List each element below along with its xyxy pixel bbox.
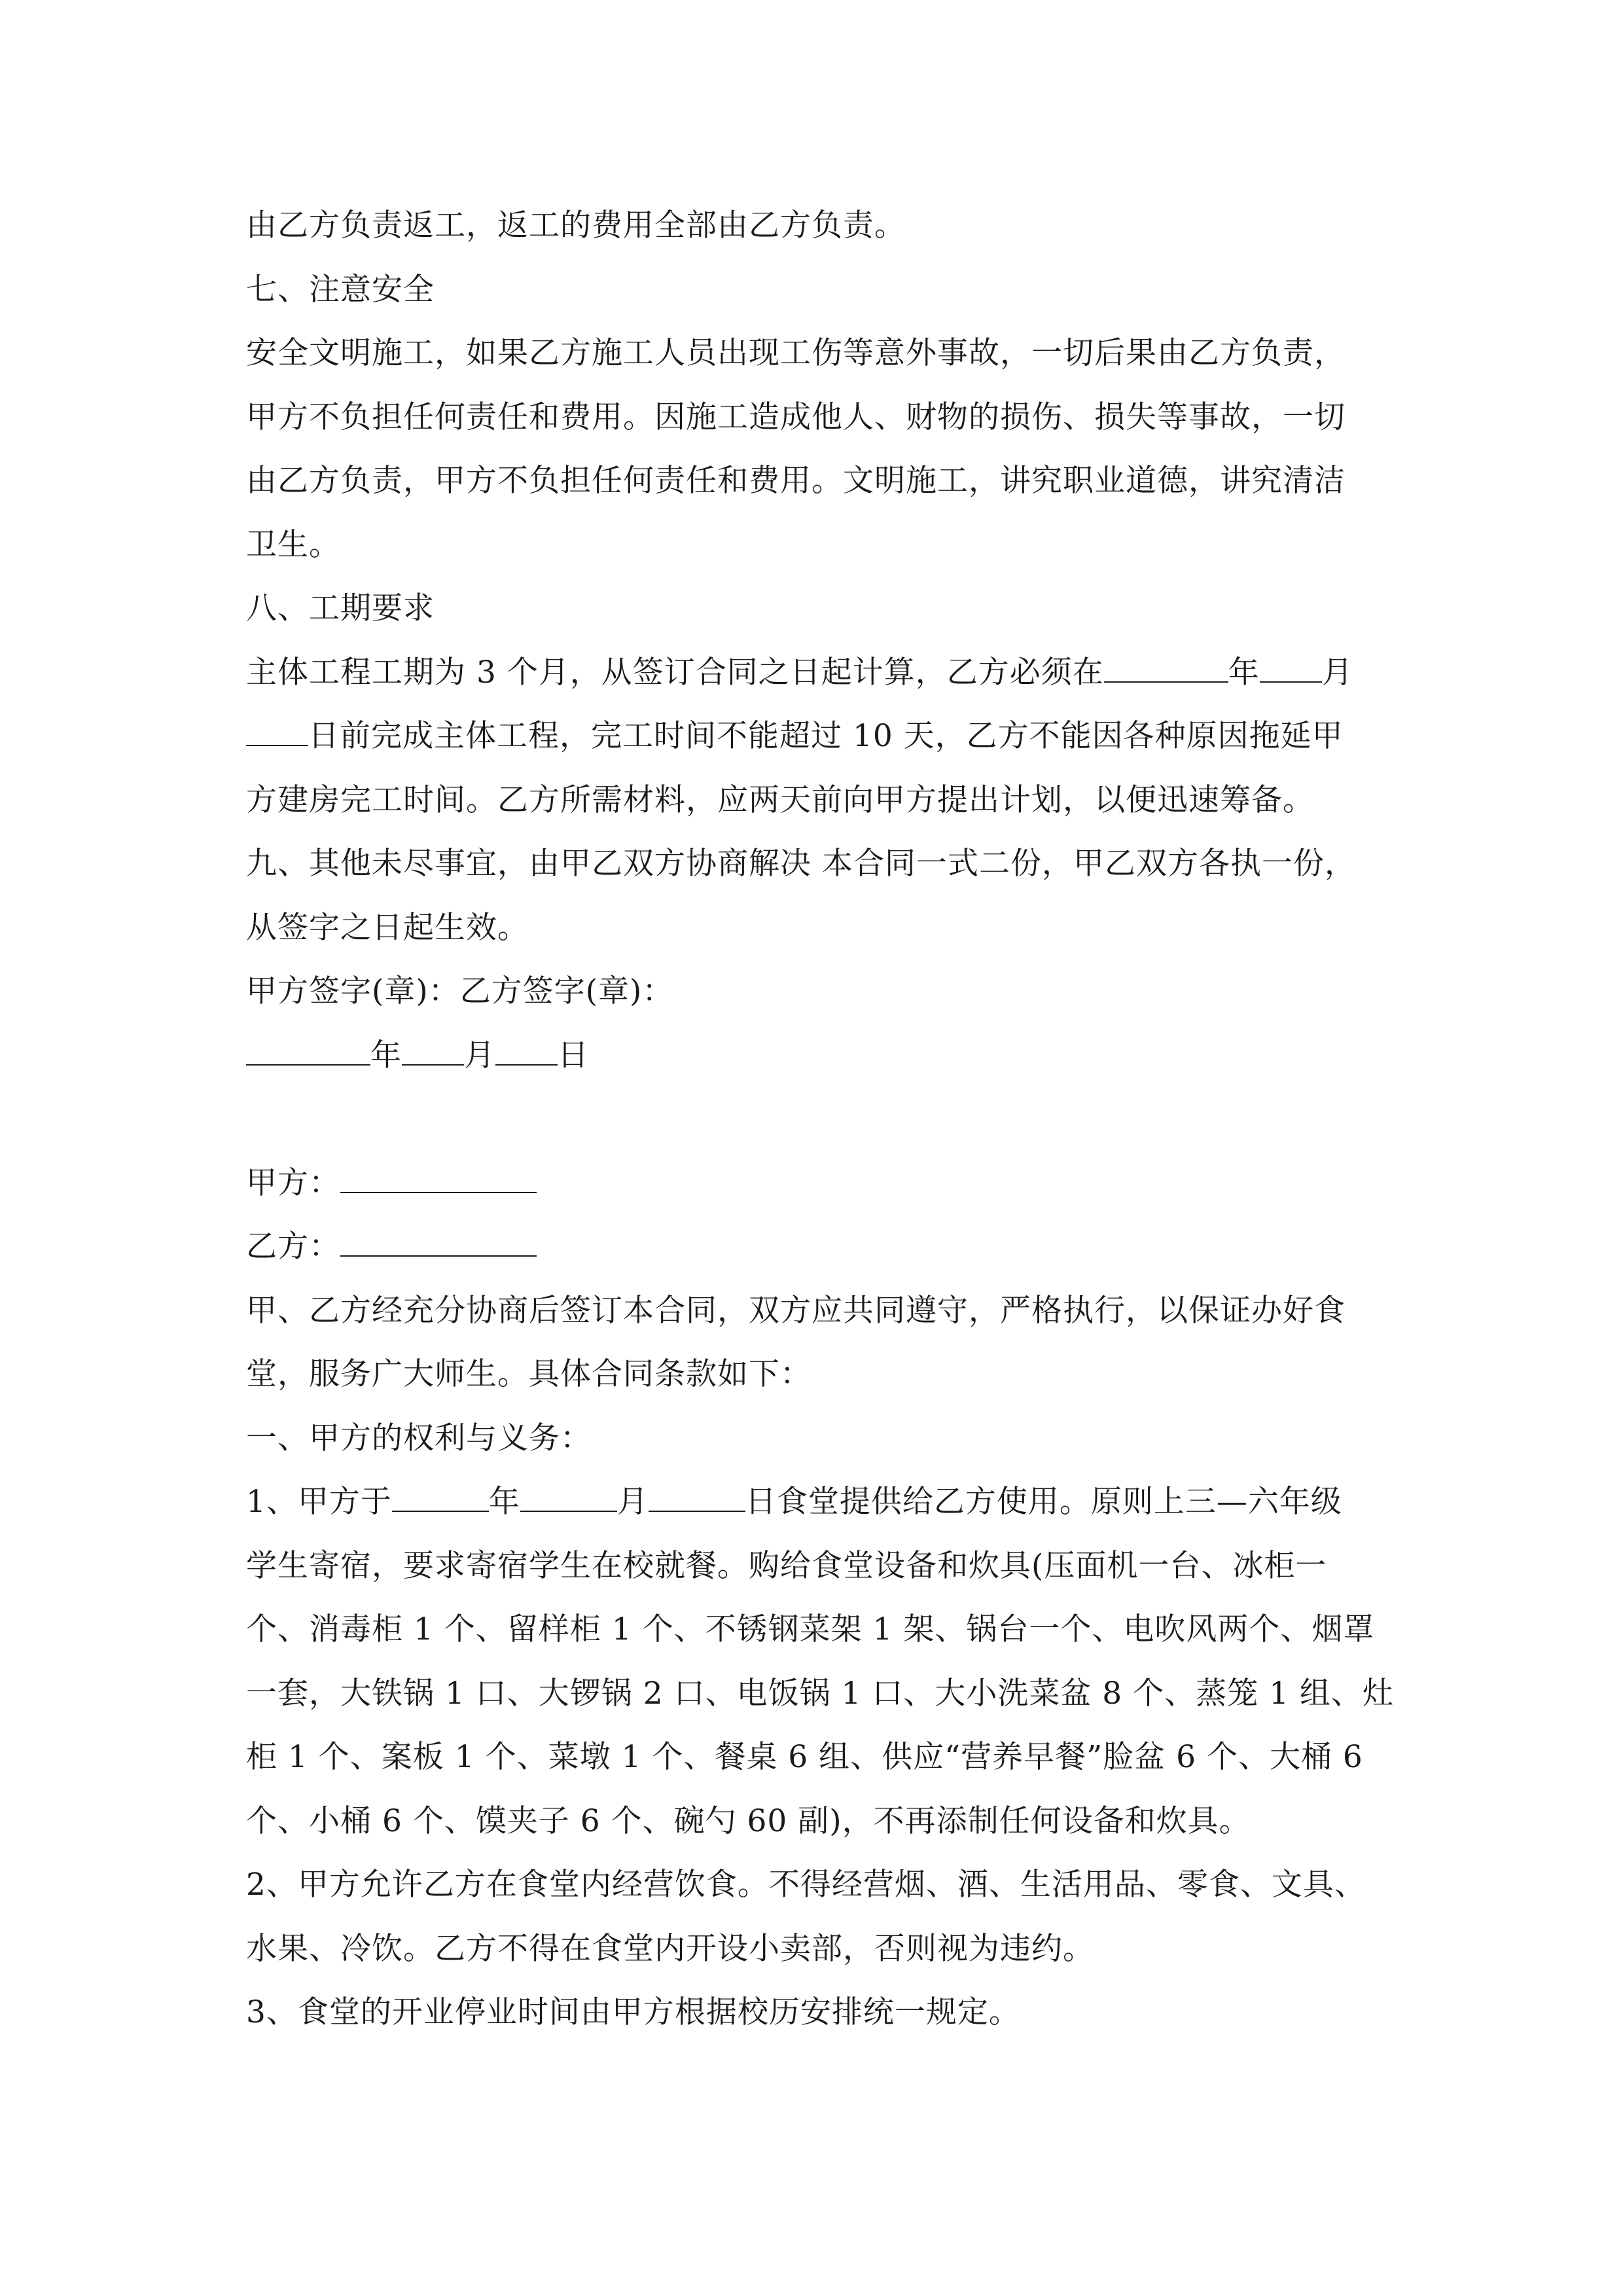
handover-month-blank[interactable] [520,1484,617,1512]
text-line: 甲、乙方经充分协商后签订本合同，双方应共同遵守，严格执行，以保证办好食 [246,1292,1346,1329]
text-line-deadline-cont [246,704,1398,768]
year-label: 年 [1228,654,1260,691]
text-line-handover-date [246,1470,1398,1534]
handover-text-cont: 日食堂提供给乙方使用。原则上三—六年级 [745,1484,1342,1520]
party-b-label: 乙方： [246,1229,340,1265]
party-a-label: 甲方： [246,1164,340,1201]
text-line: 一套，大铁锅 1 口、大锣锅 2 口、电饭锅 1 口、大小洗菜盆 8 个、蒸笼 1 组、灶 [246,1675,1394,1712]
handover-month-label: 月 [616,1484,649,1520]
signature-date-line [246,1024,1398,1088]
section-heading-party-a-rights: 一、甲方的权利与义务： [246,1420,592,1456]
signature-labels: 甲方签字(章)：乙方签字(章)： [246,973,674,1009]
text-line: 由乙方负责，甲方不负担任何责任和费用。文明施工，讲究职业道德，讲究清洁 [246,463,1346,499]
sign-day-blank[interactable] [495,1038,558,1066]
text-line-deadline [246,641,1398,705]
text-line: 3、食堂的开业停业时间由甲方根据校历安排统一规定。 [246,1994,1020,2030]
party-b-blank[interactable] [340,1229,537,1257]
text-line: 甲方不负担任何责任和费用。因施工造成他人、财物的损伤、损失等事故，一切 [246,399,1346,435]
handover-year-label: 年 [488,1484,520,1520]
section-heading-safety: 七、注意安全 [246,271,435,308]
party-a-line [246,1151,1398,1215]
handover-day-blank[interactable] [649,1484,745,1512]
text-line: 个、消毒柜 1 个、留样柜 1 个、不锈钢菜架 1 架、锅台一个、电吹风两个、烟罩 [246,1611,1375,1647]
text-line: 从签字之日起生效。 [246,909,529,946]
text-line: 个、小桶 6 个、馍夹子 6 个、碗勺 60 副)，不再添制任何设备和炊具。 [246,1803,1251,1839]
document-body [246,194,1398,2045]
deadline-text: 主体工程工期为 3 个月，从签订合同之日起计算，乙方必须在 [246,654,1104,691]
sign-month-blank[interactable] [402,1038,464,1066]
text-line: 卫生。 [246,526,340,563]
sign-month-label: 月 [464,1037,495,1073]
month-blank[interactable] [1260,655,1322,683]
section-heading-schedule: 八、工期要求 [246,590,435,626]
text-line: 安全文明施工，如果乙方施工人员出现工伤等意外事故，一切后果由乙方负责， [246,335,1346,371]
text-line: 堂，服务广大师生。具体合同条款如下： [246,1356,812,1392]
party-a-blank[interactable] [340,1166,537,1193]
party-b-line [246,1215,1398,1279]
text-line: 2、甲方允许乙方在食堂内经营饮食。不得经营烟、酒、生活用品、零食、文具、 [246,1867,1366,1903]
sign-day-label: 日 [558,1037,589,1073]
text-line: 学生寄宿，要求寄宿学生在校就餐。购给食堂设备和炊具(压面机一台、冰柜一 [246,1547,1327,1584]
handover-text: 1、甲方于 [246,1484,392,1520]
deadline-text-cont: 日前完成主体工程，完工时间不能超过 10 天，乙方不能因各种原因拖延甲 [308,718,1344,754]
handover-year-blank[interactable] [392,1484,489,1512]
spacer [246,1087,1398,1151]
sign-year-label: 年 [370,1037,402,1073]
sign-year-blank[interactable] [246,1038,370,1066]
text-line: 方建房完工时间。乙方所需材料，应两天前向甲方提出计划，以便迅速筹备。 [246,781,1314,818]
text-line: 柜 1 个、案板 1 个、菜墩 1 个、餐桌 6 组、供应“营养早餐”脸盆 6 个、大桶 6 [246,1739,1363,1775]
month-label: 月 [1321,654,1353,691]
year-blank[interactable] [1104,655,1228,683]
text-line: 九、其他未尽事宜，由甲乙双方协商解决 本合同一式二份，甲乙双方各执一份， [246,846,1356,882]
day-blank[interactable] [246,719,308,746]
text-line: 由乙方负责返工，返工的费用全部由乙方负责。 [246,207,906,243]
text-line: 水果、冷饮。乙方不得在食堂内开设小卖部，否则视为违约。 [246,1930,1094,1967]
